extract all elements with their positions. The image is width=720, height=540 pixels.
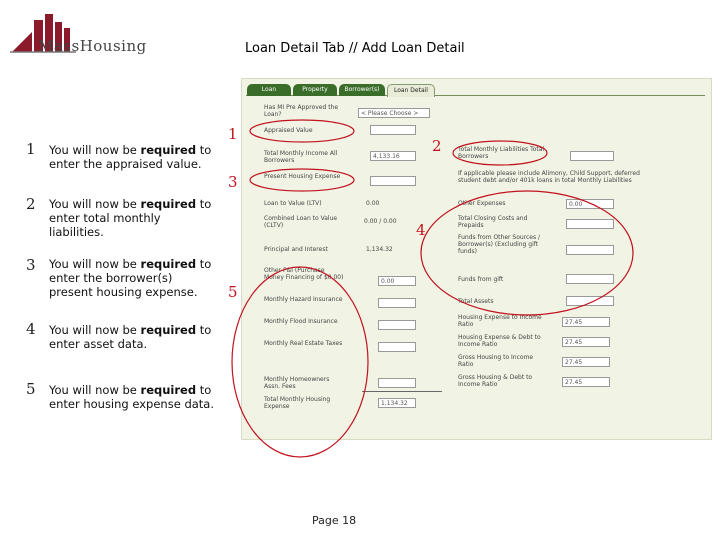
step-text-pre: You will now be xyxy=(49,383,141,397)
gross-housing-ratio-value: 27.45 xyxy=(562,357,610,367)
field-label: Principal and Interest xyxy=(264,246,328,253)
callout-number: 5 xyxy=(228,283,238,301)
total-housing-expense-value: 1,134.32 xyxy=(378,398,416,408)
mi-preapproved-select[interactable]: < Please Choose > xyxy=(358,108,430,118)
total-monthly-income-value: 4,133.16 xyxy=(370,151,416,161)
field-label: Housing Expense to Income Ratio xyxy=(458,314,542,328)
other-expenses-value: 0.00 xyxy=(566,199,614,209)
tab-loan-detail[interactable]: Loan Detail xyxy=(387,84,435,97)
step-text-bold: required xyxy=(140,257,197,271)
step-number: 5 xyxy=(26,380,36,398)
field-label: Total Assets xyxy=(458,298,494,305)
step-text-post: to enter the borrower(s) present housing expense. xyxy=(49,257,212,299)
field-label: Monthly Real Estate Taxes xyxy=(264,340,343,347)
callout-number: 4 xyxy=(416,221,426,239)
step-number: 4 xyxy=(26,320,36,338)
housing-ratio-value: 27.45 xyxy=(562,317,610,327)
field-label: Other Expenses xyxy=(458,200,506,207)
field-label: Monthly Flood Insurance xyxy=(264,318,338,325)
housing-debt-ratio-value: 27.45 xyxy=(562,337,610,347)
step-text-pre: You will now be xyxy=(49,323,141,337)
step-text-bold: required xyxy=(140,143,197,157)
step-number: 2 xyxy=(26,195,36,213)
field-label: Has MI Pre Approved the Loan? xyxy=(264,104,339,118)
step-text-post: to enter asset data. xyxy=(49,323,212,351)
field-label: Gross Housing to Income Ratio xyxy=(458,354,534,368)
page-number: Page 18 xyxy=(312,514,357,527)
step-text-post: to enter total monthly liabilities. xyxy=(49,197,212,239)
field-label: Total Closing Costs and Prepaids xyxy=(458,215,528,229)
field-label: Total Monthly Housing Expense xyxy=(264,396,331,410)
step-text-pre: You will now be xyxy=(49,197,141,211)
page-title: Loan Detail Tab // Add Loan Detail xyxy=(245,41,465,56)
field-label: Funds from Other Sources / Borrower(s) (Excluding gift funds) xyxy=(458,234,541,255)
tab-borrowers[interactable]: Borrower(s) xyxy=(339,84,385,96)
step-text-pre: You will now be xyxy=(49,257,141,271)
other-pi-value: 0.00 xyxy=(378,276,416,286)
tab-property[interactable]: Property xyxy=(293,84,337,96)
logo-text: MassHousing xyxy=(38,37,147,55)
step-number: 1 xyxy=(26,140,36,158)
field-label: Other P&I (Purchase Money Financing of $0.00) xyxy=(264,267,344,281)
gross-housing-debt-ratio-value: 27.45 xyxy=(562,377,610,387)
principal-interest-value: 1,134.32 xyxy=(366,246,393,253)
field-label: Appraised Value xyxy=(264,127,313,134)
callout-number: 1 xyxy=(228,125,238,143)
field-label: Loan to Value (LTV) xyxy=(264,200,322,207)
field-label: Present Housing Expense xyxy=(264,173,341,180)
field-label: Gross Housing & Debt to Income Ratio xyxy=(458,374,533,388)
field-label: Monthly Homeowners Assn. Fees xyxy=(264,376,330,390)
step-text-post: to enter the appraised value. xyxy=(49,143,212,171)
field-label: Total Monthly Liabilities Total Borrowers xyxy=(458,146,545,160)
field-label: Funds from gift xyxy=(458,276,504,283)
liabilities-note: If applicable please include Alimony, Child Support, deferred student debt and/or 401k loans in total Monthly Liabilities xyxy=(458,170,640,184)
field-label: Combined Loan to Value (CLTV) xyxy=(264,215,338,229)
tab-loan[interactable]: Loan xyxy=(247,84,291,96)
step-text-bold: required xyxy=(140,383,197,397)
field-label: Monthly Hazard Insurance xyxy=(264,296,343,303)
step-text-bold: required xyxy=(140,323,197,337)
step-text-bold: required xyxy=(140,197,197,211)
step-number: 3 xyxy=(26,256,36,274)
step-text-post: to enter housing expense data. xyxy=(49,383,214,411)
callout-number: 3 xyxy=(228,173,238,191)
callout-number: 2 xyxy=(432,137,442,155)
step-text-pre: You will now be xyxy=(49,143,141,157)
field-label: Housing Expense & Debt to Income Ratio xyxy=(458,334,541,348)
field-label: Total Monthly Income All Borrowers xyxy=(264,150,338,164)
cltv-value: 0.00 / 0.00 xyxy=(364,218,397,225)
ltv-value: 0.00 xyxy=(366,200,380,207)
